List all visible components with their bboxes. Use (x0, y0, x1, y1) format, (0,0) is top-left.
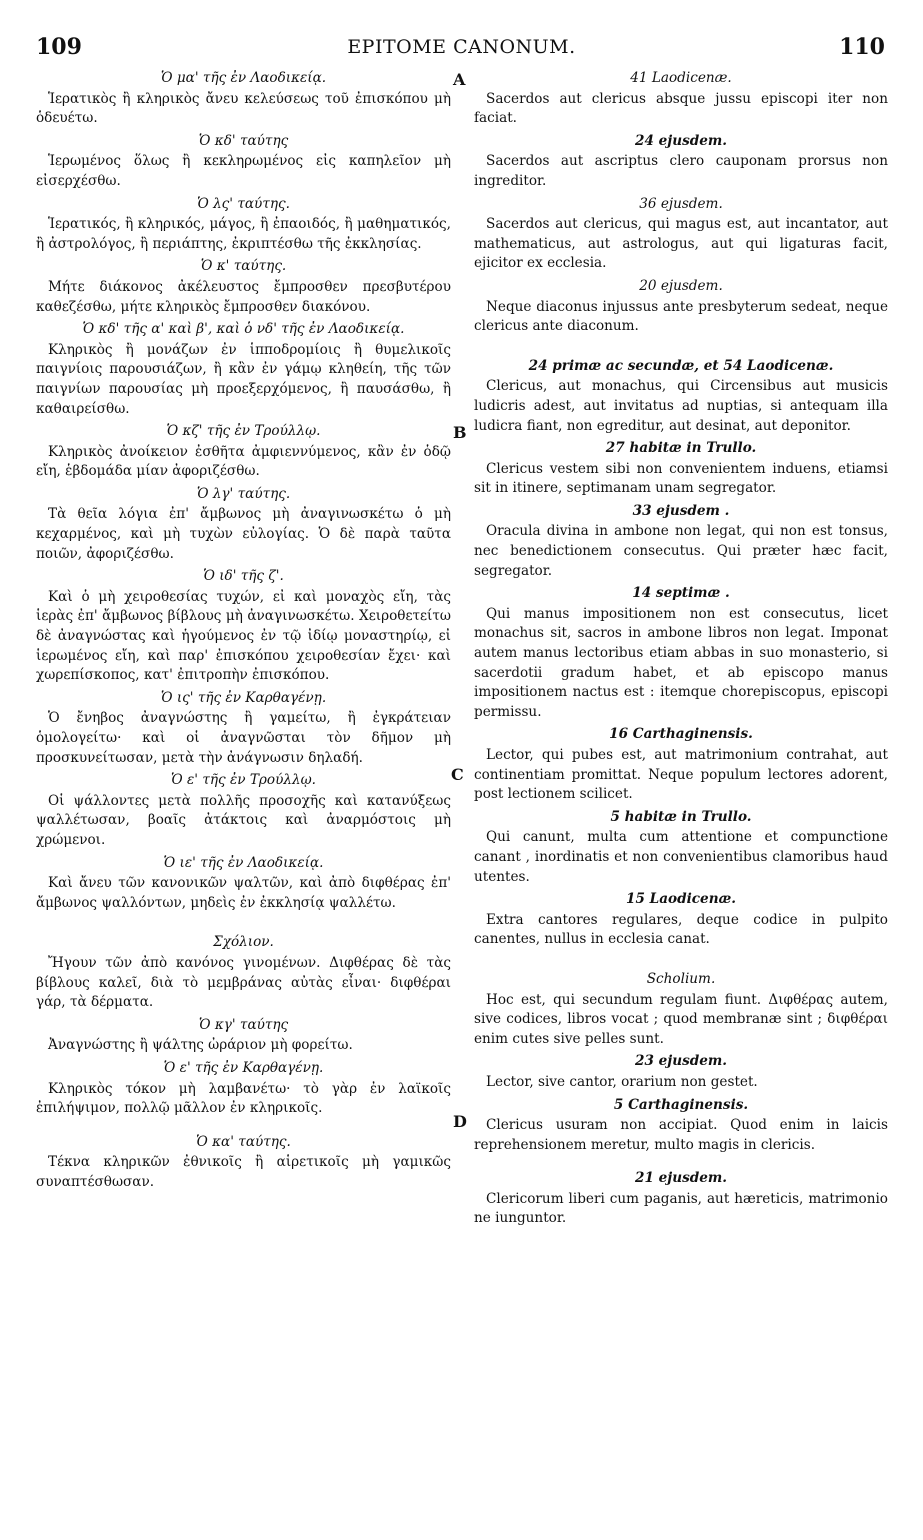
greek-canon-heading: Ὁ κα' ταύτης. (196, 1133, 291, 1150)
margin-marker-a: A (453, 70, 466, 89)
latin-canon-text: Sacerdos aut ascriptus clero cauponam prorsus non ingreditor. (474, 153, 888, 189)
latin-column (474, 66, 888, 1230)
margin-marker-d: D (453, 1112, 467, 1131)
greek-canon-heading: Ὁ μα' τῆς ἐν Λαοδικείᾳ. (160, 70, 327, 86)
greek-canon-heading: Ὁ κγ' ταύτης (198, 1016, 289, 1033)
latin-canon-heading: 33 ejusdem . (632, 502, 730, 519)
greek-canon-text: Ἱερωμένος ὅλως ἢ κεκληρωμένος εἰς καπηλεῖον μὴ εἰσερχέσθω. (36, 153, 451, 189)
running-title: EPITOME CANONUM. (347, 36, 576, 58)
latin-spacer (474, 951, 888, 967)
greek-canon-heading: Ὁ ιδ' τῆς ζ'. (203, 568, 284, 585)
greek-spacer (36, 1120, 451, 1130)
running-header (0, 34, 923, 68)
latin-spacer (474, 338, 888, 354)
greek-canon-text: Κληρικὸς τόκον μὴ λαμβανέτω· τὸ γὰρ ἐν λαϊκοῖς ἐπιλήψιμον, πολλῷ μᾶλλον ἐν κληρικοῖς. (36, 1080, 451, 1117)
greek-canon-text: Κληρικὸς ἢ μονάζων ἐν ἱπποδρομίοις ἢ θυμελικοῖς παιγνίοις παρουσιάζων, ἢ κἂν ἐν γάμῳ κληθείη, τῆς τῶν παιγνίων παρουσίας μὴ προεξερχόμενος, ἢ παυσάσθω, ἢ καθαιρείσθω. (36, 341, 451, 417)
greek-canon-heading: Ὁ κδ' τῆς α' καὶ β', καὶ ὁ νδ' τῆς ἐν Λαοδικείᾳ. (82, 321, 405, 338)
greek-canon-heading: Ὁ ε' τῆς ἐν Τρούλλῳ. (171, 772, 316, 789)
latin-canon-text: Clericus, aut monachus, qui Circensibus aut musicis ludicris adest, aut invitatus ad nuptias, si antequam illa ludicra fiant, non egreditur, aut desinat, aut deponitor. (474, 378, 888, 434)
latin-canon-text: Oracula divina in ambone non legat, qui non est tonsus, nec benedictionem consecutus. Qui præter hæc facit, segregator. (474, 523, 888, 579)
greek-canon-text: Οἱ ψάλλοντες μετὰ πολλῆς προσοχῆς καὶ κατανύξεως ψαλλέτωσαν, βοαῖς ἀτάκτοις καὶ ἀναρμόστοις μὴ χρώμενοι. (36, 792, 451, 848)
latin-canon-text: Lector, qui pubes est, aut matrimonium contrahat, aut continentiam promittat. Neque populum lectores adorent, post lectionem scilicet. (474, 747, 888, 803)
greek-canon-heading: Ὁ λς' ταύτης. (197, 195, 290, 212)
latin-canon-heading: 36 ejusdem. (639, 195, 723, 212)
greek-canon-heading: Ὁ ις' τῆς ἐν Καρθαγένῃ. (160, 689, 327, 706)
latin-canon-text: Qui canunt, multa cum attentione et compunctione canant , inordinatis et non convenientibus clamoribus haud utentes. (474, 829, 888, 885)
latin-canon-text: Hoc est, qui secundum regulam fiunt. Διφθέρας autem, sive codices, libros vocat ; quod membranæ sint ; διφθέραι enim cutes sive pelles sunt. (474, 991, 888, 1047)
latin-canon-text: Sacerdos aut clericus absque jussu episcopi iter non faciat. (474, 90, 888, 127)
latin-canon-text: Sacerdos aut clericus, qui magus est, aut incantator, aut mathematicus, aut astrologus, aut qui ligaturas facit, ejicitor ex ecclesia. (474, 216, 888, 272)
greek-canon-text: Ἱερατικός, ἢ κληρικός, μάγος, ἢ ἐπαοιδός, ἢ μαθηματικός, ἢ ἀστρολόγος, ἢ περιάπτης, ἐκριπτέσθω τῆς ἐκκλησίας. (36, 216, 451, 252)
latin-canon-heading: 27 habitæ in Trullo. (605, 440, 757, 457)
greek-spacer (36, 914, 451, 930)
latin-canon-text: Extra cantores regulares, deque codice in pulpito canentes, nullus in ecclesia canat. (474, 911, 888, 948)
latin-canon-text: Clericorum liberi cum paganis, aut hæreticis, matrimonio ne iunguntor. (474, 1190, 888, 1227)
latin-canon-text: Clericus usuram non accipiat. Quod enim in laicis reprehensionem meretur, multo magis in clericis. (474, 1117, 888, 1153)
greek-canon-text: Τὰ θεῖα λόγια ἐπ' ἄμβωνος μὴ ἀναγινωσκέτω ὁ μὴ κεχαρμένος, καὶ μὴ τυχὼν εὐλογίας. Ὁ δὲ παρὰ ταῦτα ποιῶν, ἀφοριζέσθω. (36, 506, 451, 562)
margin-marker-b: B (453, 423, 467, 442)
greek-canon-text: Ὁ ἔνηβος ἀναγνώστης ἢ γαμείτω, ἢ ἐγκράτειαν ὁμολογείτω· καὶ οἱ ἀναγνῶσται τὸν δῆμον μὴ προσκυνείτωσαν, μετὰ τὴν ἀνάγνωσιν δηλαδή. (36, 710, 451, 766)
greek-canon-text: Ἀναγνώστης ἢ ψάλτης ὠράριον μὴ φορείτω. (48, 1037, 353, 1054)
latin-canon-heading: 24 ejusdem. (634, 132, 728, 149)
greek-canon-text: Κληρικὸς ἀνοίκειον ἐσθῆτα ἀμφιεννύμενος, κἂν ἐν ὁδῷ εἴη, ἑβδομάδα μίαν ἀφοριζέσθω. (36, 443, 451, 480)
latin-canon-heading: 41 Laodicenæ. (630, 70, 732, 86)
greek-canon-text: Καὶ ἄνευ τῶν κανονικῶν ψαλτῶν, καὶ ἀπὸ διφθέρας ἐπ' ἄμβωνος ψαλλόντων, μηδεὶς ἐν ἐκκλησίᾳ ψαλλέτω. (36, 875, 451, 911)
greek-canon-heading: Σχόλιον. (213, 934, 274, 951)
latin-spacer (474, 1156, 888, 1166)
right-page-number: 110 (839, 34, 885, 60)
latin-canon-text: Neque diaconus injussus ante presbyterum sedeat, neque clericus ante diaconum. (474, 298, 888, 335)
latin-canon-heading: Scholium. (646, 970, 716, 987)
latin-canon-text: Lector, sive cantor, orarium non gestet. (486, 1073, 758, 1090)
latin-canon-heading: 23 ejusdem. (634, 1053, 728, 1070)
latin-canon-heading: 21 ejusdem. (634, 1170, 728, 1187)
latin-canon-heading: 16 Carthaginensis. (609, 726, 753, 743)
latin-canon-text: Qui manus impositionem non est consecutus, licet monachus sit, sacros in ambone libros non legat. Imponat autem manus lectoribus etiam abbas in suo monasterio, si sacerdotii gradum habet, et ab episcopo manus impositionem nactus est : itemque chorepiscopus, episcopi permissu. (474, 605, 888, 720)
latin-canon-heading: 24 primæ ac secundæ, et 54 Laodicenæ. (528, 357, 834, 374)
greek-canon-text: Μήτε διάκονος ἀκέλευστος ἔμπροσθεν πρεσβυτέρου καθεζέσθω, μήτε κληρικὸς ἔμπροσθεν διακόνου. (36, 278, 451, 315)
greek-canon-heading: Ὁ κδ' ταύτης (198, 132, 289, 149)
latin-canon-heading: 15 Laodicenæ. (626, 891, 736, 908)
greek-canon-heading: Ὁ ε' τῆς ἐν Καρθαγένῃ. (163, 1059, 324, 1076)
greek-column (36, 66, 451, 1193)
greek-canon-heading: Ὁ κζ' τῆς ἐν Τρούλλῳ. (166, 423, 321, 440)
greek-canon-heading: Ὁ ιε' τῆς ἐν Λαοδικείᾳ. (163, 854, 324, 871)
greek-canon-text: Τέκνα κληρικῶν ἐθνικοῖς ἢ αἱρετικοῖς μὴ γαμικῶς συναπτέσθωσαν. (36, 1154, 451, 1190)
latin-canon-heading: 20 ejusdem. (639, 277, 723, 294)
latin-canon-heading: 5 habitæ in Trullo. (610, 808, 752, 825)
latin-canon-heading: 5 Carthaginensis. (613, 1096, 749, 1113)
latin-canon-heading: 14 septimæ . (632, 585, 730, 602)
greek-canon-heading: Ὁ κ' ταύτης. (200, 258, 287, 275)
left-page-number: 109 (36, 34, 82, 60)
margin-marker-c: C (451, 765, 464, 784)
greek-canon-heading: Ὁ λγ' ταύτης. (196, 485, 291, 502)
greek-canon-text: Ἤγουν τῶν ἀπὸ κανόνος γινομένων. Διφθέρας δὲ τὰς βίβλους καλεῖ, διὰ τὸ μεμβράνας αὐτὰς εἶναι· διφθέραι γάρ, τὰ δέρματα. (36, 954, 451, 1011)
latin-canon-text: Clericus vestem sibi non convenientem induens, etiamsi sit in itinere, septimanam unam segregator. (474, 460, 888, 497)
greek-canon-text: Ἱερατικὸς ἢ κληρικὸς ἄνευ κελεύσεως τοῦ ἐπισκόπου μὴ ὁδευέτω. (36, 90, 451, 127)
greek-canon-text: Καὶ ὁ μὴ χειροθεσίας τυχών, εἰ καὶ μοναχὸς εἴη, τὰς ἱερὰς ἐπ' ἄμβωνος βίβλους μὴ ἀναγινωσκέτω. Χειροθετείτω δὲ ἀναγνώστας καὶ ἡγούμενος ἐν τῷ ἰδίῳ μοναστηρίῳ, εἰ ἱερωμένος εἴη, καὶ παρ' ἐπισκόπου χειροθεσίαν ἔχει· καὶ χωρεπίσκοπος, κατ' ἐπιτροπὴν ἐπισκόπου. (36, 588, 451, 684)
